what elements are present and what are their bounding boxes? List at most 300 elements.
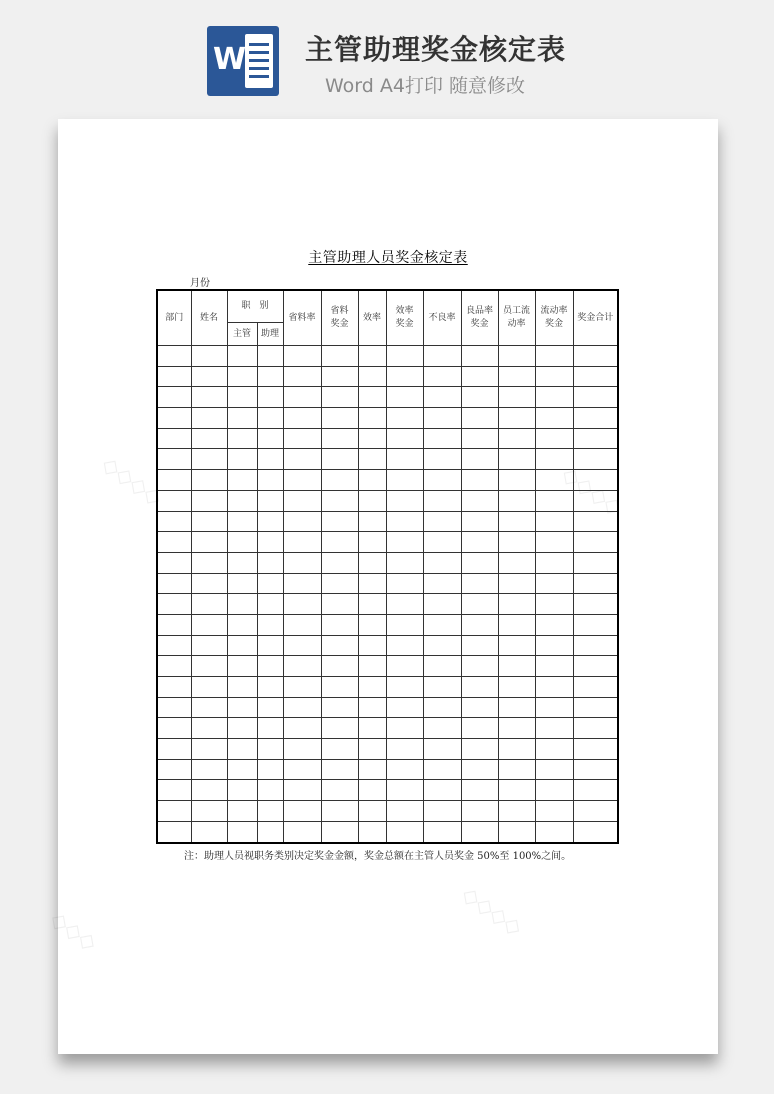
table-cell[interactable] (257, 532, 283, 553)
table-cell[interactable] (535, 346, 573, 367)
table-cell[interactable] (498, 532, 535, 553)
table-cell[interactable] (498, 780, 535, 801)
table-cell[interactable] (461, 552, 498, 573)
table-cell[interactable] (257, 449, 283, 470)
table-cell[interactable] (535, 428, 573, 449)
table-cell[interactable] (157, 532, 191, 553)
table-cell[interactable] (498, 428, 535, 449)
table-cell[interactable] (257, 594, 283, 615)
table-cell[interactable] (461, 470, 498, 491)
table-cell[interactable] (283, 428, 321, 449)
table-cell[interactable] (461, 387, 498, 408)
table-cell[interactable] (191, 490, 227, 511)
table-cell[interactable] (283, 449, 321, 470)
table-cell[interactable] (423, 614, 461, 635)
table-cell[interactable] (321, 594, 358, 615)
table-cell[interactable] (257, 511, 283, 532)
table-cell[interactable] (386, 573, 423, 594)
table-cell[interactable] (157, 490, 191, 511)
table-cell[interactable] (321, 821, 358, 842)
table-cell[interactable] (157, 346, 191, 367)
table-cell[interactable] (358, 677, 386, 698)
table-cell[interactable] (386, 470, 423, 491)
table-cell[interactable] (535, 677, 573, 698)
table-cell[interactable] (321, 366, 358, 387)
table-cell[interactable] (227, 614, 257, 635)
table-cell[interactable] (461, 366, 498, 387)
table-cell[interactable] (573, 635, 618, 656)
table-cell[interactable] (321, 677, 358, 698)
table-cell[interactable] (227, 821, 257, 842)
table-cell[interactable] (358, 552, 386, 573)
table-cell[interactable] (535, 449, 573, 470)
table-cell[interactable] (386, 697, 423, 718)
table-cell[interactable] (535, 490, 573, 511)
table-cell[interactable] (283, 739, 321, 760)
table-cell[interactable] (573, 759, 618, 780)
table-cell[interactable] (257, 656, 283, 677)
table-cell[interactable] (157, 635, 191, 656)
table-cell[interactable] (423, 408, 461, 429)
table-cell[interactable] (461, 656, 498, 677)
table-cell[interactable] (257, 759, 283, 780)
table-cell[interactable] (461, 408, 498, 429)
table-cell[interactable] (573, 594, 618, 615)
table-cell[interactable] (191, 635, 227, 656)
table-cell[interactable] (461, 635, 498, 656)
table-cell[interactable] (257, 635, 283, 656)
table-cell[interactable] (358, 718, 386, 739)
table-cell[interactable] (191, 573, 227, 594)
table-cell[interactable] (321, 635, 358, 656)
table-cell[interactable] (283, 614, 321, 635)
table-cell[interactable] (498, 511, 535, 532)
table-cell[interactable] (191, 428, 227, 449)
table-cell[interactable] (191, 470, 227, 491)
table-cell[interactable] (191, 821, 227, 842)
table-cell[interactable] (227, 346, 257, 367)
table-cell[interactable] (358, 346, 386, 367)
table-cell[interactable] (498, 739, 535, 760)
table-cell[interactable] (498, 614, 535, 635)
table-cell[interactable] (461, 718, 498, 739)
table-cell[interactable] (227, 490, 257, 511)
table-cell[interactable] (498, 408, 535, 429)
table-cell[interactable] (191, 552, 227, 573)
table-cell[interactable] (498, 821, 535, 842)
table-cell[interactable] (535, 821, 573, 842)
table-cell[interactable] (157, 387, 191, 408)
table-cell[interactable] (358, 614, 386, 635)
table-cell[interactable] (461, 739, 498, 760)
table-cell[interactable] (191, 346, 227, 367)
table-cell[interactable] (358, 408, 386, 429)
table-cell[interactable] (498, 635, 535, 656)
table-cell[interactable] (386, 511, 423, 532)
table-cell[interactable] (386, 656, 423, 677)
table-cell[interactable] (461, 759, 498, 780)
table-cell[interactable] (573, 408, 618, 429)
table-cell[interactable] (283, 718, 321, 739)
table-cell[interactable] (227, 470, 257, 491)
table-cell[interactable] (227, 718, 257, 739)
table-cell[interactable] (191, 656, 227, 677)
table-cell[interactable] (227, 387, 257, 408)
table-cell[interactable] (283, 366, 321, 387)
table-cell[interactable] (358, 449, 386, 470)
table-cell[interactable] (321, 532, 358, 553)
table-cell[interactable] (157, 801, 191, 822)
table-cell[interactable] (358, 470, 386, 491)
table-cell[interactable] (461, 573, 498, 594)
table-cell[interactable] (227, 552, 257, 573)
table-cell[interactable] (573, 697, 618, 718)
table-cell[interactable] (283, 677, 321, 698)
table-cell[interactable] (461, 677, 498, 698)
table-cell[interactable] (227, 408, 257, 429)
table-cell[interactable] (191, 780, 227, 801)
table-cell[interactable] (283, 594, 321, 615)
table-cell[interactable] (283, 552, 321, 573)
table-cell[interactable] (573, 739, 618, 760)
table-cell[interactable] (257, 346, 283, 367)
table-cell[interactable] (423, 739, 461, 760)
table-cell[interactable] (283, 821, 321, 842)
table-cell[interactable] (461, 697, 498, 718)
table-cell[interactable] (358, 739, 386, 760)
table-cell[interactable] (423, 470, 461, 491)
table-cell[interactable] (498, 470, 535, 491)
table-cell[interactable] (157, 470, 191, 491)
table-cell[interactable] (283, 511, 321, 532)
table-cell[interactable] (257, 490, 283, 511)
table-cell[interactable] (227, 635, 257, 656)
table-cell[interactable] (461, 346, 498, 367)
table-cell[interactable] (535, 532, 573, 553)
table-cell[interactable] (386, 635, 423, 656)
table-cell[interactable] (573, 428, 618, 449)
table-cell[interactable] (535, 511, 573, 532)
table-cell[interactable] (358, 759, 386, 780)
table-cell[interactable] (498, 677, 535, 698)
table-cell[interactable] (423, 366, 461, 387)
table-cell[interactable] (386, 677, 423, 698)
table-cell[interactable] (257, 821, 283, 842)
table-cell[interactable] (157, 408, 191, 429)
table-cell[interactable] (157, 511, 191, 532)
table-cell[interactable] (257, 780, 283, 801)
table-cell[interactable] (157, 552, 191, 573)
table-cell[interactable] (498, 594, 535, 615)
table-cell[interactable] (535, 594, 573, 615)
table-cell[interactable] (157, 449, 191, 470)
table-cell[interactable] (498, 801, 535, 822)
table-cell[interactable] (423, 780, 461, 801)
table-cell[interactable] (227, 759, 257, 780)
table-cell[interactable] (498, 366, 535, 387)
table-cell[interactable] (157, 594, 191, 615)
table-cell[interactable] (227, 449, 257, 470)
table-cell[interactable] (191, 511, 227, 532)
table-cell[interactable] (191, 366, 227, 387)
table-cell[interactable] (227, 366, 257, 387)
table-cell[interactable] (283, 346, 321, 367)
table-cell[interactable] (386, 594, 423, 615)
table-cell[interactable] (423, 801, 461, 822)
table-cell[interactable] (157, 780, 191, 801)
table-cell[interactable] (423, 573, 461, 594)
table-cell[interactable] (573, 718, 618, 739)
table-cell[interactable] (498, 718, 535, 739)
table-cell[interactable] (573, 470, 618, 491)
table-cell[interactable] (461, 614, 498, 635)
table-cell[interactable] (227, 594, 257, 615)
table-cell[interactable] (573, 552, 618, 573)
table-cell[interactable] (535, 697, 573, 718)
table-cell[interactable] (157, 366, 191, 387)
table-cell[interactable] (386, 387, 423, 408)
table-cell[interactable] (573, 573, 618, 594)
table-cell[interactable] (461, 449, 498, 470)
table-cell[interactable] (535, 470, 573, 491)
table-cell[interactable] (321, 801, 358, 822)
table-cell[interactable] (257, 470, 283, 491)
table-cell[interactable] (157, 656, 191, 677)
table-cell[interactable] (227, 697, 257, 718)
table-cell[interactable] (498, 490, 535, 511)
table-cell[interactable] (386, 428, 423, 449)
table-cell[interactable] (573, 346, 618, 367)
table-cell[interactable] (321, 490, 358, 511)
table-cell[interactable] (573, 801, 618, 822)
table-cell[interactable] (321, 449, 358, 470)
table-cell[interactable] (283, 490, 321, 511)
table-cell[interactable] (423, 821, 461, 842)
table-cell[interactable] (283, 573, 321, 594)
table-cell[interactable] (257, 677, 283, 698)
table-cell[interactable] (283, 780, 321, 801)
table-cell[interactable] (573, 511, 618, 532)
table-cell[interactable] (573, 387, 618, 408)
table-cell[interactable] (423, 552, 461, 573)
table-cell[interactable] (358, 656, 386, 677)
table-cell[interactable] (358, 532, 386, 553)
table-cell[interactable] (535, 614, 573, 635)
table-cell[interactable] (358, 366, 386, 387)
table-cell[interactable] (257, 697, 283, 718)
table-cell[interactable] (257, 718, 283, 739)
table-cell[interactable] (358, 780, 386, 801)
table-cell[interactable] (227, 428, 257, 449)
table-cell[interactable] (257, 801, 283, 822)
table-cell[interactable] (358, 594, 386, 615)
table-cell[interactable] (257, 366, 283, 387)
table-cell[interactable] (283, 470, 321, 491)
table-cell[interactable] (535, 573, 573, 594)
table-cell[interactable] (461, 490, 498, 511)
table-cell[interactable] (191, 449, 227, 470)
table-cell[interactable] (157, 759, 191, 780)
table-cell[interactable] (386, 821, 423, 842)
table-cell[interactable] (227, 677, 257, 698)
table-cell[interactable] (498, 387, 535, 408)
table-cell[interactable] (227, 656, 257, 677)
table-cell[interactable] (227, 532, 257, 553)
table-cell[interactable] (573, 656, 618, 677)
table-cell[interactable] (191, 801, 227, 822)
table-cell[interactable] (257, 573, 283, 594)
table-cell[interactable] (283, 801, 321, 822)
table-cell[interactable] (423, 594, 461, 615)
table-cell[interactable] (573, 780, 618, 801)
table-cell[interactable] (191, 532, 227, 553)
table-cell[interactable] (423, 656, 461, 677)
table-cell[interactable] (191, 759, 227, 780)
table-cell[interactable] (423, 449, 461, 470)
table-cell[interactable] (257, 428, 283, 449)
table-cell[interactable] (423, 718, 461, 739)
table-cell[interactable] (321, 697, 358, 718)
table-cell[interactable] (498, 346, 535, 367)
table-cell[interactable] (535, 739, 573, 760)
table-cell[interactable] (423, 759, 461, 780)
table-cell[interactable] (423, 511, 461, 532)
table-cell[interactable] (535, 718, 573, 739)
table-cell[interactable] (535, 759, 573, 780)
table-cell[interactable] (321, 511, 358, 532)
table-cell[interactable] (461, 801, 498, 822)
table-cell[interactable] (321, 573, 358, 594)
table-cell[interactable] (191, 408, 227, 429)
table-cell[interactable] (386, 532, 423, 553)
table-cell[interactable] (191, 739, 227, 760)
table-cell[interactable] (257, 552, 283, 573)
table-cell[interactable] (257, 408, 283, 429)
table-cell[interactable] (321, 428, 358, 449)
table-cell[interactable] (386, 449, 423, 470)
table-cell[interactable] (157, 614, 191, 635)
table-cell[interactable] (498, 759, 535, 780)
table-cell[interactable] (321, 408, 358, 429)
table-cell[interactable] (498, 449, 535, 470)
table-cell[interactable] (498, 552, 535, 573)
table-cell[interactable] (461, 821, 498, 842)
table-cell[interactable] (358, 635, 386, 656)
table-cell[interactable] (423, 532, 461, 553)
table-cell[interactable] (423, 428, 461, 449)
table-cell[interactable] (321, 718, 358, 739)
table-cell[interactable] (157, 821, 191, 842)
table-cell[interactable] (573, 821, 618, 842)
table-cell[interactable] (321, 552, 358, 573)
table-cell[interactable] (321, 780, 358, 801)
table-cell[interactable] (461, 594, 498, 615)
table-cell[interactable] (358, 801, 386, 822)
table-cell[interactable] (283, 532, 321, 553)
table-cell[interactable] (283, 635, 321, 656)
table-cell[interactable] (191, 614, 227, 635)
table-cell[interactable] (386, 801, 423, 822)
table-cell[interactable] (358, 428, 386, 449)
table-cell[interactable] (157, 697, 191, 718)
table-cell[interactable] (257, 739, 283, 760)
table-cell[interactable] (191, 697, 227, 718)
table-cell[interactable] (157, 573, 191, 594)
table-cell[interactable] (283, 408, 321, 429)
table-cell[interactable] (283, 759, 321, 780)
table-cell[interactable] (386, 408, 423, 429)
table-cell[interactable] (573, 449, 618, 470)
table-cell[interactable] (535, 552, 573, 573)
table-cell[interactable] (386, 366, 423, 387)
table-cell[interactable] (191, 677, 227, 698)
table-cell[interactable] (321, 470, 358, 491)
table-cell[interactable] (423, 635, 461, 656)
table-cell[interactable] (321, 387, 358, 408)
table-cell[interactable] (358, 821, 386, 842)
table-cell[interactable] (386, 739, 423, 760)
table-cell[interactable] (358, 573, 386, 594)
table-cell[interactable] (461, 428, 498, 449)
table-cell[interactable] (321, 759, 358, 780)
table-cell[interactable] (321, 656, 358, 677)
table-cell[interactable] (283, 656, 321, 677)
table-cell[interactable] (461, 511, 498, 532)
table-cell[interactable] (573, 532, 618, 553)
table-cell[interactable] (461, 532, 498, 553)
table-cell[interactable] (321, 614, 358, 635)
table-cell[interactable] (423, 677, 461, 698)
table-cell[interactable] (386, 552, 423, 573)
table-cell[interactable] (157, 428, 191, 449)
table-cell[interactable] (423, 346, 461, 367)
table-cell[interactable] (386, 490, 423, 511)
table-cell[interactable] (227, 511, 257, 532)
table-cell[interactable] (191, 594, 227, 615)
table-cell[interactable] (498, 573, 535, 594)
table-cell[interactable] (321, 739, 358, 760)
table-cell[interactable] (573, 614, 618, 635)
table-cell[interactable] (535, 656, 573, 677)
table-cell[interactable] (573, 677, 618, 698)
table-cell[interactable] (386, 718, 423, 739)
table-cell[interactable] (358, 511, 386, 532)
table-cell[interactable] (386, 759, 423, 780)
table-cell[interactable] (321, 346, 358, 367)
table-cell[interactable] (423, 387, 461, 408)
table-cell[interactable] (573, 490, 618, 511)
table-cell[interactable] (227, 573, 257, 594)
table-cell[interactable] (283, 697, 321, 718)
table-cell[interactable] (423, 697, 461, 718)
table-cell[interactable] (191, 387, 227, 408)
table-cell[interactable] (283, 387, 321, 408)
table-cell[interactable] (227, 780, 257, 801)
table-cell[interactable] (358, 490, 386, 511)
table-cell[interactable] (535, 801, 573, 822)
table-cell[interactable] (535, 408, 573, 429)
table-cell[interactable] (157, 718, 191, 739)
table-cell[interactable] (423, 490, 461, 511)
table-cell[interactable] (535, 366, 573, 387)
table-cell[interactable] (498, 697, 535, 718)
table-cell[interactable] (386, 614, 423, 635)
table-cell[interactable] (227, 739, 257, 760)
table-cell[interactable] (257, 614, 283, 635)
table-cell[interactable] (386, 346, 423, 367)
table-cell[interactable] (573, 366, 618, 387)
table-cell[interactable] (227, 801, 257, 822)
